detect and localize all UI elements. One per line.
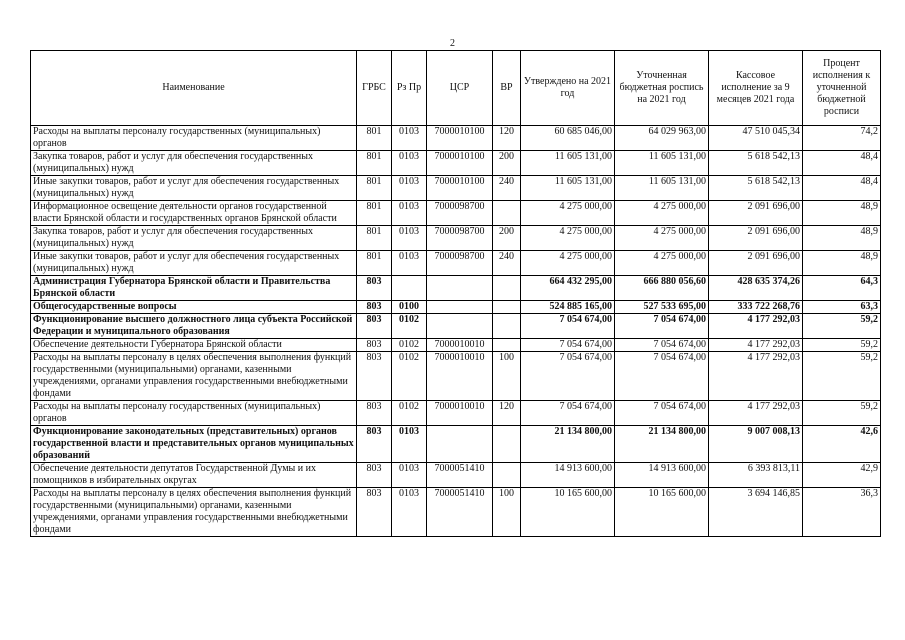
cell-approved: 10 165 600,00	[521, 488, 615, 537]
cell-percent: 59,2	[803, 314, 881, 339]
cell-percent: 63,3	[803, 301, 881, 314]
cell-cash: 5 618 542,13	[709, 151, 803, 176]
cell-vr	[493, 426, 521, 463]
cell-cash: 47 510 045,34	[709, 126, 803, 151]
cell-approved: 60 685 046,00	[521, 126, 615, 151]
cell-grbs: 801	[357, 226, 392, 251]
cell-percent: 59,2	[803, 352, 881, 401]
cell-approved: 4 275 000,00	[521, 226, 615, 251]
cell-vr: 240	[493, 176, 521, 201]
table-row	[31, 251, 881, 276]
cell-refined: 7 054 674,00	[615, 352, 709, 401]
cell-refined: 10 165 600,00	[615, 488, 709, 537]
cell-approved: 7 054 674,00	[521, 314, 615, 339]
cell-grbs: 801	[357, 126, 392, 151]
cell-csr: 7000010010	[427, 352, 493, 401]
cell-cash: 2 091 696,00	[709, 201, 803, 226]
cell-percent: 42,9	[803, 463, 881, 488]
budget-table	[30, 50, 881, 537]
cell-approved: 11 605 131,00	[521, 176, 615, 201]
cell-name: Администрация Губернатора Брянской области и Правительства Брянской области	[31, 276, 357, 301]
cell-cash: 2 091 696,00	[709, 226, 803, 251]
cell-grbs: 801	[357, 251, 392, 276]
cell-cash: 5 618 542,13	[709, 176, 803, 201]
cell-approved: 524 885 165,00	[521, 301, 615, 314]
cell-rzpr: 0103	[392, 251, 427, 276]
cell-refined: 7 054 674,00	[615, 314, 709, 339]
cell-approved: 664 432 295,00	[521, 276, 615, 301]
cell-approved: 4 275 000,00	[521, 251, 615, 276]
cell-vr	[493, 339, 521, 352]
cell-grbs: 803	[357, 352, 392, 401]
cell-percent: 48,9	[803, 251, 881, 276]
cell-grbs: 803	[357, 463, 392, 488]
cell-name: Расходы на выплаты персоналу государственных (муниципальных) органов	[31, 126, 357, 151]
header-approved: Утверждено на 2021 год	[521, 51, 615, 126]
cell-grbs: 801	[357, 176, 392, 201]
header-refined: Уточненная бюджетная роспись на 2021 год	[615, 51, 709, 126]
cell-rzpr: 0103	[392, 201, 427, 226]
cell-refined: 527 533 695,00	[615, 301, 709, 314]
cell-csr	[427, 314, 493, 339]
table-row	[31, 314, 881, 339]
cell-refined: 7 054 674,00	[615, 339, 709, 352]
cell-approved: 4 275 000,00	[521, 201, 615, 226]
cell-cash: 4 177 292,03	[709, 401, 803, 426]
cell-percent: 64,3	[803, 276, 881, 301]
cell-grbs: 803	[357, 276, 392, 301]
cell-rzpr: 0103	[392, 426, 427, 463]
cell-rzpr: 0103	[392, 488, 427, 537]
table-row	[31, 488, 881, 537]
cell-cash: 428 635 374,26	[709, 276, 803, 301]
cell-grbs: 803	[357, 426, 392, 463]
cell-vr	[493, 201, 521, 226]
cell-name: Функционирование законодательных (представительных) органов государственной власти и представительных органов муниципальных образований	[31, 426, 357, 463]
table-row	[31, 339, 881, 352]
cell-percent: 59,2	[803, 339, 881, 352]
cell-vr	[493, 276, 521, 301]
cell-approved: 7 054 674,00	[521, 352, 615, 401]
cell-vr: 120	[493, 401, 521, 426]
cell-cash: 2 091 696,00	[709, 251, 803, 276]
cell-grbs: 803	[357, 314, 392, 339]
cell-refined: 64 029 963,00	[615, 126, 709, 151]
table-row	[31, 426, 881, 463]
cell-name: Иные закупки товаров, работ и услуг для обеспечения государственных (муниципальных) нужд	[31, 251, 357, 276]
table-row	[31, 151, 881, 176]
cell-name: Обеспечение деятельности депутатов Государственной Думы и их помощников в избирательных округах	[31, 463, 357, 488]
cell-percent: 48,9	[803, 201, 881, 226]
table-row	[31, 301, 881, 314]
table-row	[31, 176, 881, 201]
cell-name: Расходы на выплаты персоналу государственных (муниципальных) органов	[31, 401, 357, 426]
cell-csr: 7000051410	[427, 463, 493, 488]
cell-rzpr: 0102	[392, 401, 427, 426]
cell-cash: 3 694 146,85	[709, 488, 803, 537]
cell-approved: 7 054 674,00	[521, 401, 615, 426]
cell-csr: 7000010100	[427, 126, 493, 151]
cell-rzpr	[392, 276, 427, 301]
cell-grbs: 803	[357, 401, 392, 426]
cell-vr: 100	[493, 488, 521, 537]
cell-approved: 14 913 600,00	[521, 463, 615, 488]
cell-percent: 48,9	[803, 226, 881, 251]
cell-percent: 36,3	[803, 488, 881, 537]
cell-cash: 333 722 268,76	[709, 301, 803, 314]
cell-refined: 4 275 000,00	[615, 251, 709, 276]
cell-percent: 48,4	[803, 151, 881, 176]
cell-refined: 11 605 131,00	[615, 151, 709, 176]
table-row	[31, 352, 881, 401]
cell-cash: 4 177 292,03	[709, 314, 803, 339]
cell-percent: 74,2	[803, 126, 881, 151]
cell-rzpr: 0103	[392, 463, 427, 488]
cell-name: Расходы на выплаты персоналу в целях обеспечения выполнения функций государственными (муниципальными) органами, казенными учреждениями, органами управления государственными внебюджетными фондами	[31, 352, 357, 401]
table-row	[31, 226, 881, 251]
header-grbs: ГРБС	[357, 51, 392, 126]
cell-grbs: 801	[357, 151, 392, 176]
cell-rzpr: 0102	[392, 314, 427, 339]
cell-grbs: 803	[357, 301, 392, 314]
cell-refined: 14 913 600,00	[615, 463, 709, 488]
cell-rzpr: 0103	[392, 126, 427, 151]
cell-csr: 7000010010	[427, 401, 493, 426]
cell-csr	[427, 426, 493, 463]
cell-refined: 4 275 000,00	[615, 201, 709, 226]
cell-csr: 7000010100	[427, 176, 493, 201]
cell-vr	[493, 463, 521, 488]
cell-vr: 240	[493, 251, 521, 276]
table-body	[31, 126, 881, 537]
table-row	[31, 276, 881, 301]
cell-name: Расходы на выплаты персоналу в целях обеспечения выполнения функций государственными (муниципальными) органами, казенными учреждениями, органами управления государственными внебюджетными фондами	[31, 488, 357, 537]
cell-refined: 11 605 131,00	[615, 176, 709, 201]
table-row	[31, 401, 881, 426]
cell-cash: 4 177 292,03	[709, 352, 803, 401]
cell-cash: 4 177 292,03	[709, 339, 803, 352]
cell-rzpr: 0102	[392, 339, 427, 352]
table-row	[31, 126, 881, 151]
page-number: 2	[450, 38, 455, 49]
cell-csr	[427, 301, 493, 314]
header-csr: ЦСР	[427, 51, 493, 126]
cell-vr: 100	[493, 352, 521, 401]
cell-name: Иные закупки товаров, работ и услуг для обеспечения государственных (муниципальных) нужд	[31, 176, 357, 201]
cell-approved: 7 054 674,00	[521, 339, 615, 352]
cell-approved: 21 134 800,00	[521, 426, 615, 463]
cell-vr	[493, 301, 521, 314]
cell-refined: 4 275 000,00	[615, 226, 709, 251]
cell-name: Функционирование высшего должностного лица субъекта Российской Федерации и муниципального образования	[31, 314, 357, 339]
cell-vr: 200	[493, 226, 521, 251]
table-header-row	[31, 51, 881, 126]
cell-name: Обеспечение деятельности Губернатора Брянской области	[31, 339, 357, 352]
cell-grbs: 803	[357, 488, 392, 537]
header-cash: Кассовое исполнение за 9 месяцев 2021 года	[709, 51, 803, 126]
cell-csr: 7000010100	[427, 151, 493, 176]
table-row	[31, 463, 881, 488]
cell-csr: 7000098700	[427, 201, 493, 226]
cell-approved: 11 605 131,00	[521, 151, 615, 176]
cell-rzpr: 0103	[392, 151, 427, 176]
header-name: Наименование	[31, 51, 357, 126]
cell-rzpr: 0103	[392, 176, 427, 201]
cell-cash: 6 393 813,11	[709, 463, 803, 488]
cell-name: Закупка товаров, работ и услуг для обеспечения государственных (муниципальных) нужд	[31, 226, 357, 251]
cell-percent: 59,2	[803, 401, 881, 426]
table-row	[31, 201, 881, 226]
cell-vr: 200	[493, 151, 521, 176]
cell-csr: 7000010010	[427, 339, 493, 352]
cell-rzpr: 0103	[392, 226, 427, 251]
cell-vr	[493, 314, 521, 339]
cell-refined: 21 134 800,00	[615, 426, 709, 463]
cell-csr: 7000098700	[427, 226, 493, 251]
cell-vr: 120	[493, 126, 521, 151]
header-rzpr: Рз Пр	[392, 51, 427, 126]
cell-csr: 7000098700	[427, 251, 493, 276]
cell-csr: 7000051410	[427, 488, 493, 537]
cell-name: Закупка товаров, работ и услуг для обеспечения государственных (муниципальных) нужд	[31, 151, 357, 176]
cell-rzpr: 0102	[392, 352, 427, 401]
cell-refined: 7 054 674,00	[615, 401, 709, 426]
cell-percent: 42,6	[803, 426, 881, 463]
header-percent: Процент исполнения к уточненной бюджетной росписи	[803, 51, 881, 126]
header-vr: ВР	[493, 51, 521, 126]
cell-name: Общегосударственные вопросы	[31, 301, 357, 314]
cell-name: Информационное освещение деятельности органов государственной власти Брянской области и государственных органов Брянской области	[31, 201, 357, 226]
cell-rzpr: 0100	[392, 301, 427, 314]
cell-csr	[427, 276, 493, 301]
cell-refined: 666 880 056,60	[615, 276, 709, 301]
cell-grbs: 803	[357, 339, 392, 352]
cell-grbs: 801	[357, 201, 392, 226]
cell-percent: 48,4	[803, 176, 881, 201]
cell-cash: 9 007 008,13	[709, 426, 803, 463]
